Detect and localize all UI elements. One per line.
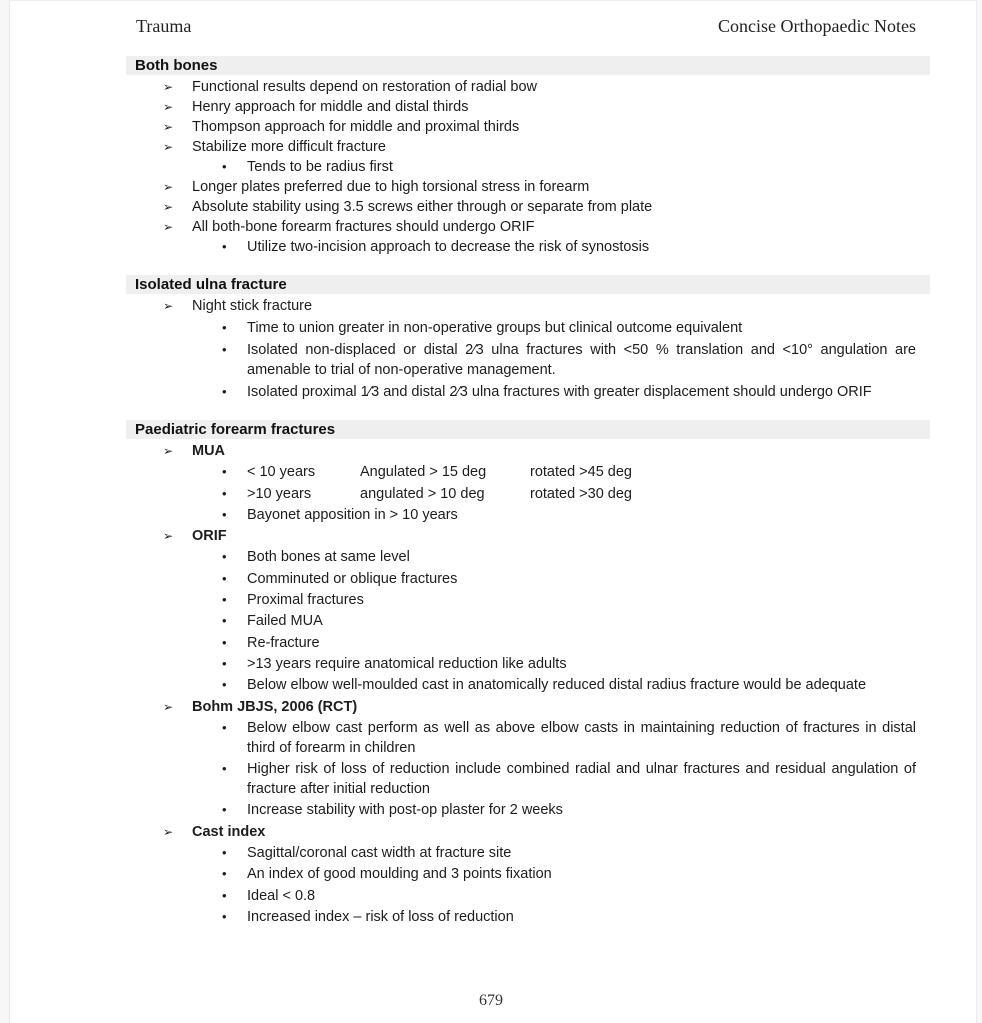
- arrow-bullet-icon: ➢: [163, 529, 174, 544]
- list-item: [126, 697, 930, 717]
- section-body: [126, 75, 930, 257]
- list-item-text: Absolute stability using 3.5 screws either through or separate from plate: [192, 199, 653, 215]
- list-item-text: Below elbow cast perform as well as above elbow casts in maintaining reduction of fractures in distal third of forearm in children: [247, 719, 916, 756]
- list-item-text: An index of good moulding and 3 points fixation: [247, 866, 552, 883]
- rotation-column: rotated >45 deg: [530, 464, 632, 481]
- arrow-bullet-icon: ➢: [163, 140, 174, 154]
- list-item-text: Comminuted or oblique fractures: [247, 570, 458, 587]
- age-column: < 10 years: [247, 464, 316, 481]
- dot-bullet-icon: •: [222, 719, 227, 735]
- page-content: [126, 0, 930, 928]
- arrow-bullet-icon: ➢: [163, 220, 174, 234]
- list-item-text: Utilize two-incision approach to decrease the risk of synostosis: [247, 239, 650, 255]
- list-item-text: Stabilize more difficult fracture: [192, 139, 386, 155]
- list-item-text: Failed MUA: [247, 613, 323, 630]
- dot-bullet-icon: •: [222, 845, 227, 861]
- list-item: [126, 759, 930, 799]
- dot-bullet-icon: •: [222, 761, 227, 777]
- list-item: [126, 864, 930, 884]
- dot-bullet-icon: •: [222, 384, 227, 399]
- arrow-bullet-icon: ➢: [163, 699, 174, 714]
- list-item: [126, 117, 930, 137]
- dot-bullet-icon: •: [222, 908, 227, 924]
- dot-bullet-icon: •: [222, 634, 227, 650]
- section-heading: Isolated ulna fracture: [126, 275, 930, 294]
- section-body: [126, 294, 930, 402]
- list-item-text: MUA: [192, 443, 226, 459]
- list-item: [126, 197, 930, 217]
- list-item-text: Isolated non-displaced or distal 2⁄3 ulna fractures with <50 % translation and <10° angulation are amenable to trial of non-operative management.: [247, 342, 916, 378]
- list-item: [126, 907, 930, 927]
- dot-bullet-icon: •: [222, 655, 227, 671]
- list-item-text: Functional results depend on restoration of radial bow: [192, 79, 537, 95]
- list-item: [126, 462, 930, 482]
- angulation-column: angulated > 10 deg: [360, 485, 485, 502]
- list-item-text: ORIF: [192, 528, 227, 545]
- list-item: [126, 654, 930, 674]
- list-item-text: Increased index – risk of loss of reduction: [247, 908, 514, 925]
- list-item: [126, 177, 930, 197]
- page-number: 679: [479, 992, 503, 1009]
- section-both-bones: [126, 56, 930, 257]
- list-item: [126, 675, 930, 695]
- list-item-text: Cast index: [192, 823, 266, 840]
- list-item-text: >13 years require anatomical reduction like adults: [247, 655, 567, 672]
- page-left-edge: [0, 0, 10, 1023]
- list-item-text: Thompson approach for middle and proximal thirds: [192, 119, 520, 135]
- dot-bullet-icon: •: [222, 464, 227, 480]
- section-heading: Both bones: [126, 56, 930, 75]
- list-item-text: Re-fracture: [247, 634, 320, 651]
- dot-bullet-icon: •: [222, 549, 227, 565]
- list-item: [126, 441, 930, 461]
- rotation-column: rotated >30 deg: [530, 485, 632, 502]
- arrow-bullet-icon: ➢: [163, 824, 174, 839]
- list-item: [126, 569, 930, 589]
- dot-bullet-icon: •: [222, 613, 227, 629]
- list-item-text: All both-bone forearm fractures should undergo ORIF: [192, 219, 535, 235]
- arrow-bullet-icon: ➢: [163, 180, 174, 194]
- page-header: [126, 0, 930, 38]
- arrow-bullet-icon: ➢: [163, 120, 174, 134]
- arrow-bullet-icon: ➢: [163, 100, 174, 114]
- list-item: [126, 237, 930, 257]
- list-item: [126, 318, 930, 338]
- list-item: [126, 526, 930, 546]
- page-right-edge: [976, 0, 982, 1023]
- dot-bullet-icon: •: [222, 239, 227, 254]
- dot-bullet-icon: •: [222, 887, 227, 903]
- header-chapter-title: Trauma: [136, 16, 192, 36]
- age-column: >10 years: [247, 485, 312, 502]
- list-item: [126, 547, 930, 567]
- list-item: [126, 340, 930, 380]
- list-item: [126, 718, 930, 758]
- list-item-text: Time to union greater in non-operative groups but clinical outcome equivalent: [247, 320, 743, 336]
- list-item: [126, 484, 930, 504]
- list-item-text: Bayonet apposition in > 10 years: [247, 506, 458, 523]
- list-item-text: Proximal fractures: [247, 592, 364, 609]
- arrow-bullet-icon: ➢: [163, 299, 174, 313]
- dot-bullet-icon: •: [222, 866, 227, 882]
- list-item-text: Higher risk of loss of reduction include combined radial and ulnar fractures and residual angulation of fracture after initial reduction: [247, 761, 916, 798]
- list-item-text: Ideal < 0.8: [247, 887, 316, 904]
- list-item: [126, 590, 930, 610]
- list-item: [126, 217, 930, 237]
- dot-bullet-icon: •: [222, 570, 227, 586]
- dot-bullet-icon: •: [222, 342, 227, 357]
- dot-bullet-icon: •: [222, 506, 227, 522]
- arrow-bullet-icon: ➢: [163, 80, 174, 94]
- list-item: [126, 611, 930, 631]
- dot-bullet-icon: •: [222, 677, 227, 693]
- list-item-text: [247, 484, 930, 504]
- dot-bullet-icon: •: [222, 802, 227, 818]
- list-item: [126, 822, 930, 842]
- list-item: [126, 843, 930, 863]
- list-item-text: Below elbow well-moulded cast in anatomically reduced distal radius fracture would be adequate: [247, 677, 867, 694]
- list-item-text: Tends to be radius first: [247, 159, 393, 175]
- arrow-bullet-icon: ➢: [163, 200, 174, 214]
- arrow-bullet-icon: ➢: [163, 444, 174, 458]
- list-item-text: Henry approach for middle and distal thirds: [192, 99, 469, 115]
- section-body: [126, 439, 930, 927]
- list-item-text: [247, 462, 930, 482]
- section-paediatric-forearm-fractures: [126, 420, 930, 927]
- list-item: [126, 382, 930, 402]
- angulation-column: Angulated > 15 deg: [360, 464, 487, 481]
- list-item: [126, 800, 930, 820]
- list-item: [126, 505, 930, 525]
- section-heading: Paediatric forearm fractures: [126, 420, 930, 439]
- list-item: [126, 296, 930, 316]
- list-item: [126, 886, 930, 906]
- dot-bullet-icon: •: [222, 159, 227, 174]
- section-isolated-ulna-fracture: [126, 275, 930, 402]
- list-item-text: Both bones at same level: [247, 549, 410, 566]
- list-item: [126, 157, 930, 177]
- dot-bullet-icon: •: [222, 320, 227, 335]
- list-item-text: Longer plates preferred due to high torsional stress in forearm: [192, 179, 590, 195]
- list-item: [126, 137, 930, 157]
- list-item-text: Isolated proximal 1⁄3 and distal 2⁄3 ulna fractures with greater displacement should undergo ORIF: [247, 384, 872, 400]
- list-item-text: Sagittal/coronal cast width at fracture site: [247, 845, 512, 862]
- list-item: [126, 97, 930, 117]
- list-item-text: Increase stability with post-op plaster for 2 weeks: [247, 802, 563, 819]
- dot-bullet-icon: •: [222, 592, 227, 608]
- header-book-title: Concise Orthopaedic Notes: [718, 16, 916, 36]
- list-item-text: Bohm JBJS, 2006 (RCT): [192, 698, 358, 715]
- list-item-text: Night stick fracture: [192, 298, 313, 314]
- list-item: [126, 633, 930, 653]
- dot-bullet-icon: •: [222, 485, 227, 501]
- list-item: [126, 77, 930, 97]
